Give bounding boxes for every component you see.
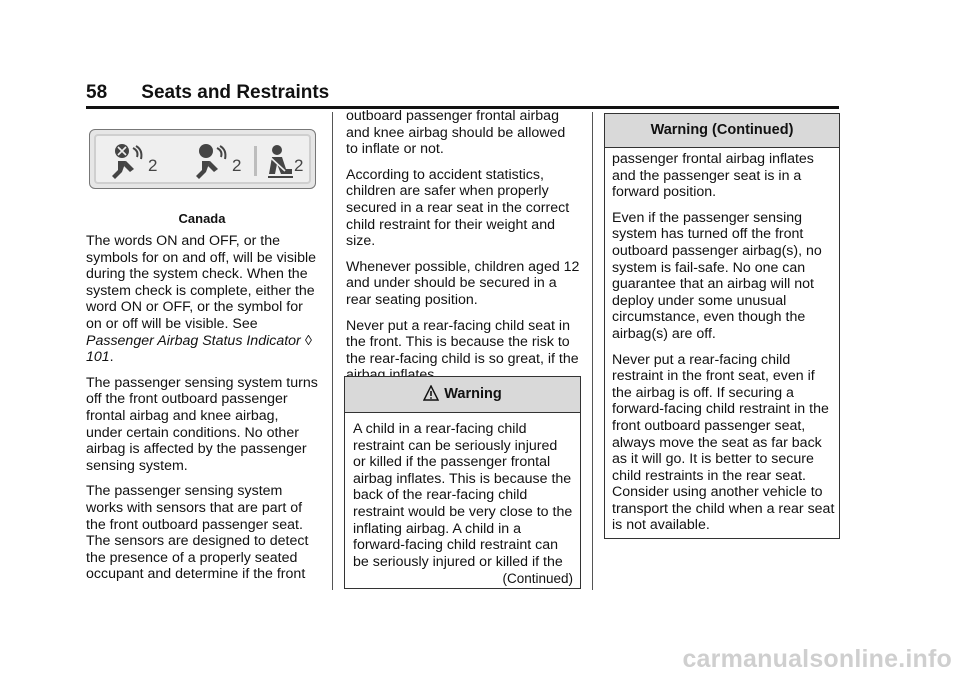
column-2 bbox=[346, 108, 580, 393]
seatbelt-icon bbox=[264, 142, 296, 182]
page-ref-icon: ◊ bbox=[304, 332, 312, 349]
paragraph: The words ON and OFF, or the symbols for on and off, will be visible during the system check. When the system check is complete, either the word ON or OFF, or the symbol for on or off will be visible. See Passenger Airbag Status Indicator ◊ 101. bbox=[86, 233, 316, 366]
airbag-on-indicator bbox=[196, 142, 252, 182]
figure-caption: Canada bbox=[178, 211, 226, 226]
indicator-panel-bezel bbox=[94, 134, 311, 184]
paragraph: Never put a rear-facing child seat in the front. This is because the risk to the rear-facing child is so great, if the bbox=[346, 317, 579, 367]
airbag-off-indicator bbox=[112, 142, 168, 182]
warning-header bbox=[345, 377, 580, 413]
warning-triangle-icon bbox=[423, 385, 439, 401]
column-divider-1 bbox=[332, 112, 333, 590]
indicator-number: 2 bbox=[294, 156, 304, 175]
paragraph: Even if the passenger sensing system has turned off the front outboard passenger airbag(s), no system is fail-safe. No one can guarantee that an airbag will not deploy under some unusual circumstance, even though the airbag(s) are off. bbox=[612, 209, 822, 342]
indicator-divider bbox=[254, 146, 257, 176]
indicator-number: 2 bbox=[232, 156, 242, 175]
paragraph: Whenever possible, children aged 12 and under should be secured in a rear seating position. bbox=[346, 258, 580, 308]
paragraph: The passenger sensing system works with sensors that are part of the front outboard passenger seat. The sensors are designed to detect the presence of a properly seated occupant and determine if the front bbox=[86, 483, 309, 583]
paragraph: outboard passenger frontal airbag and knee airbag should be allowed to inflate or not. bbox=[346, 108, 566, 158]
watermark: carmanualsonline.info bbox=[682, 645, 952, 673]
warning-body bbox=[345, 413, 580, 570]
airbag-indicator-panel bbox=[89, 129, 316, 189]
paragraph: A child in a rear-facing child restraint can be seriously injured or killed if the passenger frontal airbag inflates. This is because the back of the rear-facing child restraint would be very close to the inflating airbag. A child in a forward-facing child restraint can be seriously injured or killed if the bbox=[353, 421, 573, 570]
seatbelt-indicator bbox=[264, 142, 312, 182]
indicator-number: 2 bbox=[148, 156, 158, 175]
paragraph: Never put a rear-facing child restraint in the front seat, even if the airbag is off. If securing a forward-facing child restraint in the front outboard passenger seat, always move the seat as far back as it will go. It is better to secure child restraints in the rear seat. Consider using another vehicle to transport the child when a rear seat is not available. bbox=[612, 351, 835, 534]
column-divider-2 bbox=[592, 112, 593, 590]
page-number: 58 bbox=[86, 82, 108, 103]
continued-label: (Continued) bbox=[502, 571, 573, 586]
airbag-off-icon bbox=[112, 142, 150, 182]
paragraph: The passenger sensing system turns off the front outboard passenger frontal airbag and knee airbag, under certain conditions. No other airbag is affected by the passenger sensing system. bbox=[86, 374, 318, 474]
column-1 bbox=[86, 233, 318, 592]
warning-box bbox=[344, 376, 581, 589]
cross-reference[interactable]: Passenger Airbag Status Indicator ◊ 101 bbox=[86, 332, 312, 366]
warning-title: Warning bbox=[444, 386, 502, 402]
warning-continued-body bbox=[612, 151, 838, 543]
airbag-on-icon bbox=[196, 142, 234, 182]
warning-continued-header: Warning (Continued) bbox=[605, 114, 839, 148]
page-header bbox=[86, 82, 329, 104]
section-title: Seats and Restraints bbox=[141, 82, 330, 103]
paragraph: passenger frontal airbag inflates and the passenger seat is in a forward position. bbox=[612, 151, 814, 201]
paragraph: According to accident statistics, children are safer when properly secured in a rear seat in the correct child restraint for their weight and size. bbox=[346, 166, 570, 250]
